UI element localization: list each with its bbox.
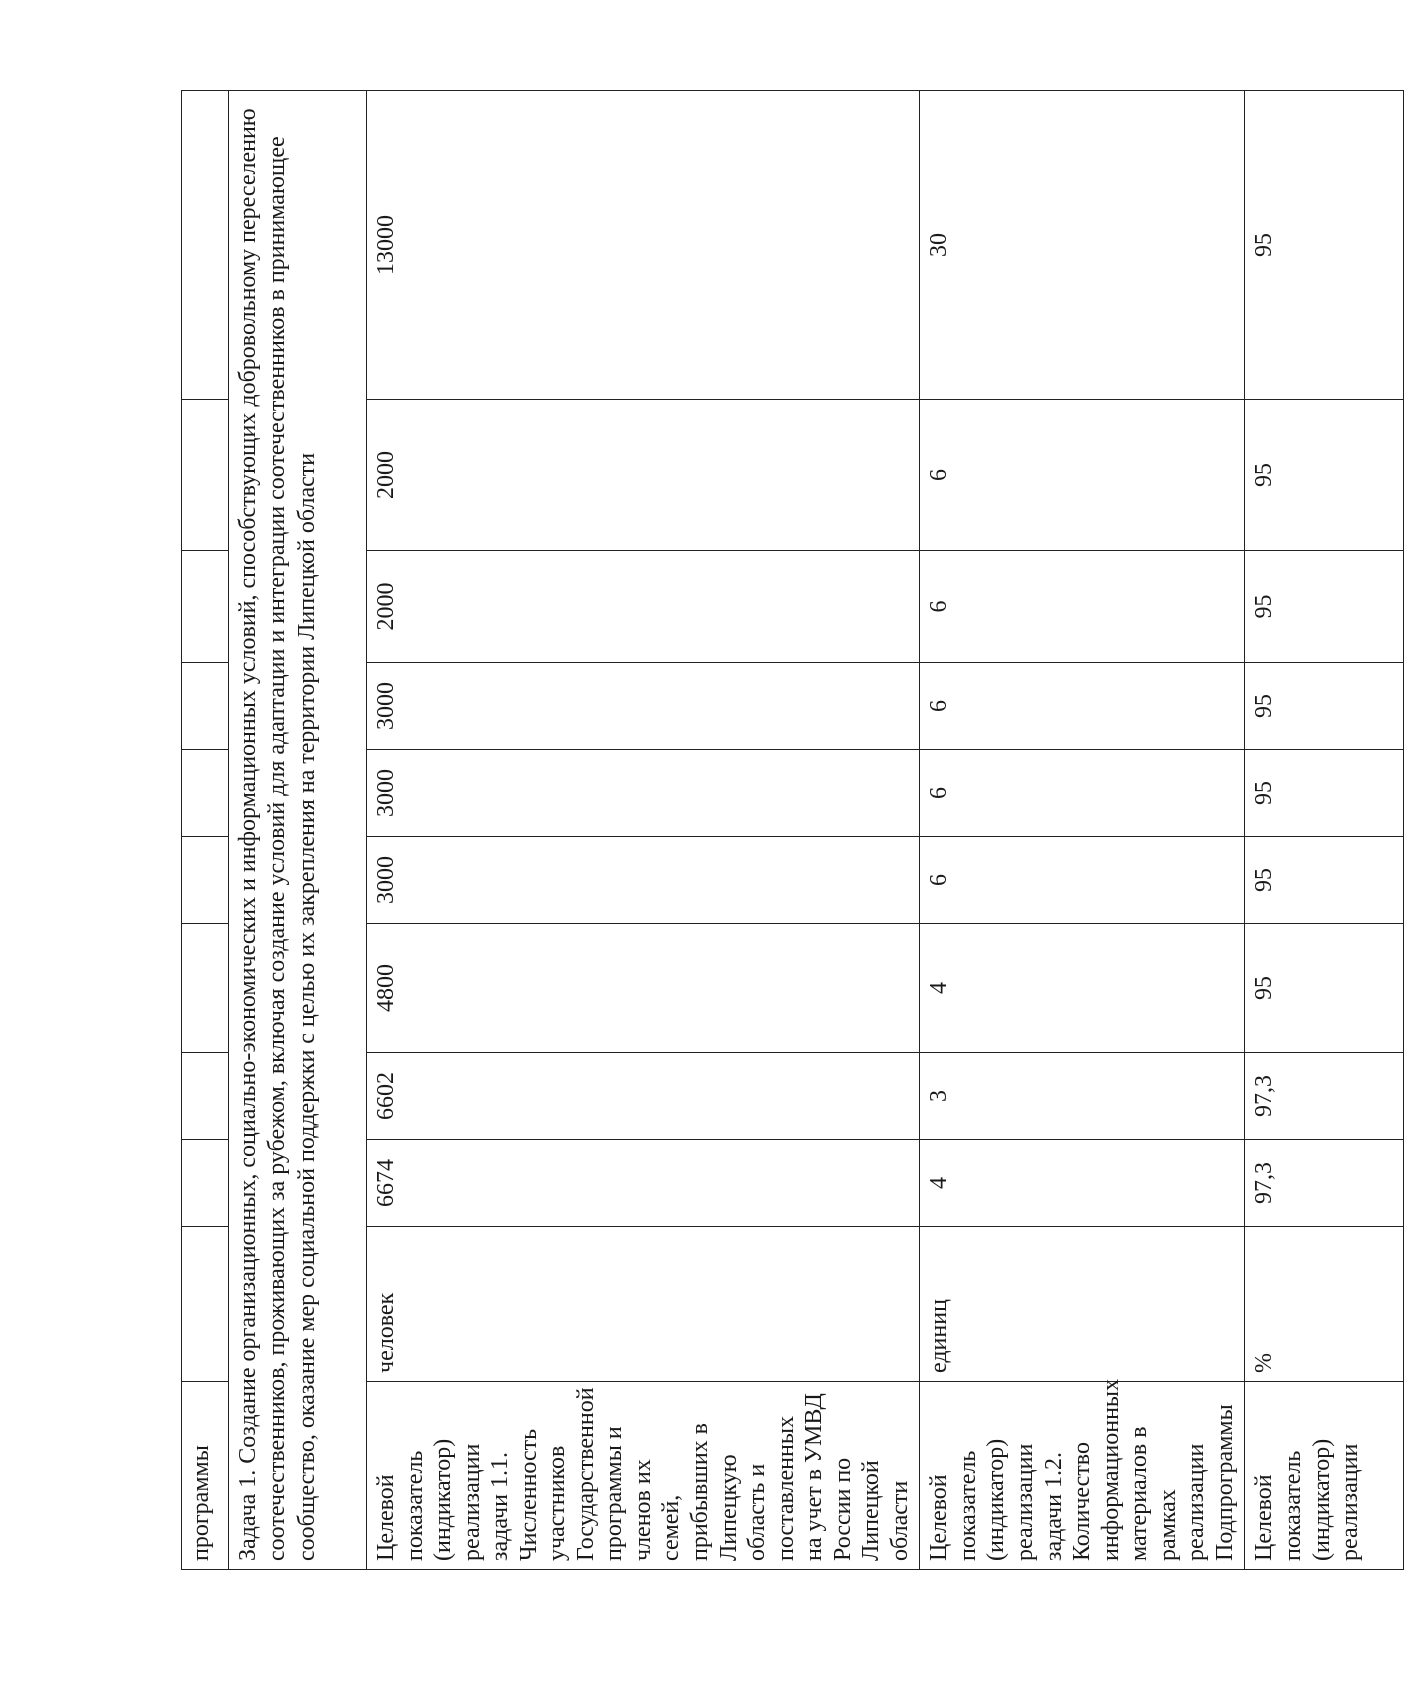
empty-cell — [182, 551, 229, 663]
value-cell: 4 — [920, 1140, 1245, 1227]
value-cell: 95 — [1245, 924, 1404, 1053]
rotated-table-wrapper — [181, 91, 1364, 1570]
value-cell: 95 — [1245, 91, 1404, 400]
value-cell: 4 — [920, 924, 1245, 1053]
table-row — [920, 91, 1245, 1570]
indicator-cell: Целевой показатель (индикатор) реализации — [1245, 1382, 1404, 1570]
value-cell: 2000 — [367, 551, 920, 663]
value-cell: 3000 — [367, 837, 920, 924]
empty-cell — [182, 750, 229, 837]
value-cell: 30 — [920, 91, 1245, 400]
value-cell: 6 — [920, 400, 1245, 551]
value-cell: 95 — [1245, 400, 1404, 551]
empty-cell — [182, 1227, 229, 1382]
value-cell: 6 — [920, 663, 1245, 750]
unit-cell: единиц — [920, 1227, 1245, 1382]
indicator-cell: Целевой показатель (индикатор) реализации задачи 1.2. Количество информационных материалов в рамках реализации Подпрограммы — [920, 1382, 1245, 1570]
header-label-cell: программы — [182, 1382, 229, 1570]
task-description: Задача 1. Создание организационных, социально-экономических и информационных условий, способствующих добровольному переселению соотечественников, проживающих за рубежом, включая создание условий для адаптации и интеграции соотечественников в принимающее сообщество, оказание мер социальной поддержки с целью их закрепления на территории Липецкой области — [229, 91, 367, 1570]
value-cell: 95 — [1245, 837, 1404, 924]
value-cell: 97,3 — [1245, 1053, 1404, 1140]
value-cell: 13000 — [367, 91, 920, 400]
empty-cell — [182, 400, 229, 551]
empty-cell — [182, 663, 229, 750]
value-cell: 6 — [920, 750, 1245, 837]
value-cell: 6 — [920, 837, 1245, 924]
value-cell: 97,3 — [1245, 1140, 1404, 1227]
value-cell: 95 — [1245, 750, 1404, 837]
unit-cell: % — [1245, 1227, 1404, 1382]
table-row — [367, 91, 920, 1570]
value-cell: 6602 — [367, 1053, 920, 1140]
unit-cell: человек — [367, 1227, 920, 1382]
value-cell: 6 — [920, 551, 1245, 663]
header-row — [182, 91, 229, 1570]
indicators-table — [181, 90, 1404, 1570]
table-row — [1245, 91, 1404, 1570]
value-cell: 4800 — [367, 924, 920, 1053]
value-cell: 3000 — [367, 663, 920, 750]
value-cell: 3000 — [367, 750, 920, 837]
value-cell: 6674 — [367, 1140, 920, 1227]
empty-cell — [182, 91, 229, 400]
indicator-cell: Целевой показатель (индикатор) реализации задачи 1.1. Численность участников Государственной программы и членов их семей, прибывших в Липецкую область и поставленных на учет в УМВД России по Липецкой области — [367, 1382, 920, 1570]
value-cell: 95 — [1245, 551, 1404, 663]
value-cell: 95 — [1245, 663, 1404, 750]
value-cell: 3 — [920, 1053, 1245, 1140]
empty-cell — [182, 1053, 229, 1140]
empty-cell — [182, 924, 229, 1053]
empty-cell — [182, 1140, 229, 1227]
task-row — [229, 91, 367, 1570]
empty-cell — [182, 837, 229, 924]
value-cell: 2000 — [367, 400, 920, 551]
